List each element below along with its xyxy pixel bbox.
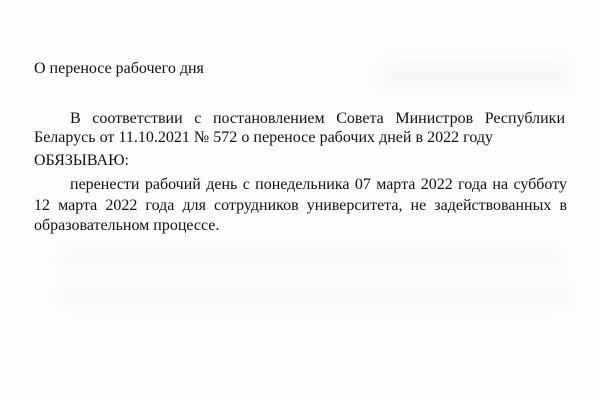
document-title: О переносе рабочего дня [34, 60, 204, 77]
preamble-line-2: Беларусь от 11.10.2021 № 572 о переносе рабочих дней в 2022 году [34, 129, 493, 146]
scan-smudge [60, 285, 570, 307]
scan-smudge [60, 250, 560, 268]
scan-smudge [380, 60, 570, 90]
preamble-line-1: В соответствии с постановлением Совета Министров Республики [70, 110, 565, 127]
order-line-1: перенести рабочий день с понедельника 07 марта 2022 года на субботу [70, 176, 567, 193]
order-line-3: образовательном процессе. [34, 217, 220, 234]
directive-heading: ОБЯЗЫВАЮ: [34, 152, 129, 169]
order-line-2: 12 марта 2022 года для сотрудников университета, не задействованных в [34, 197, 567, 214]
